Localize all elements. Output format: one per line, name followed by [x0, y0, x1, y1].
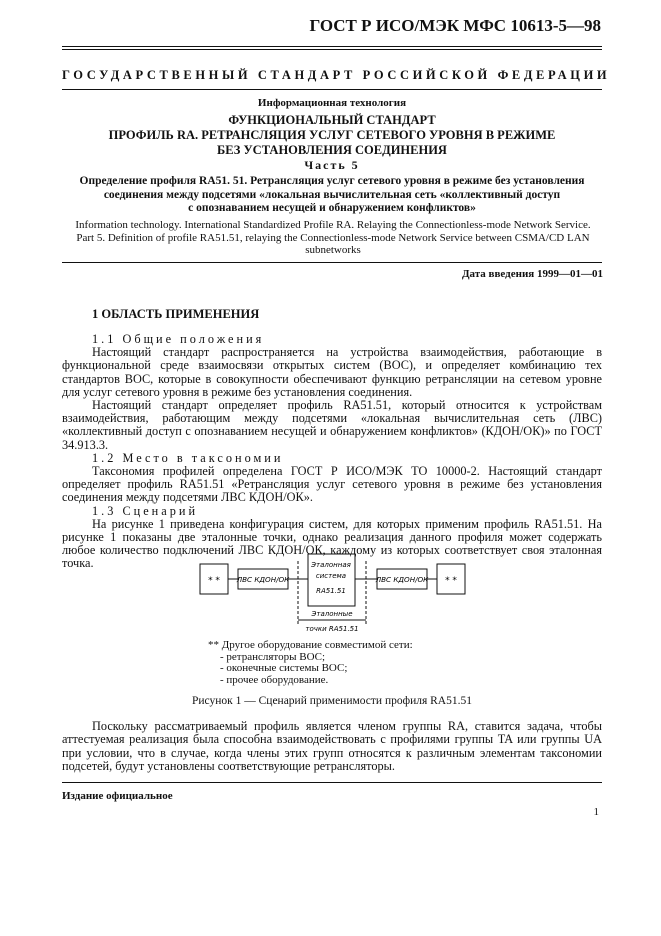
title-line-2: ПРОФИЛЬ RA. РЕТРАНСЛЯЦИЯ УСЛУГ СЕТЕВОГО УРОВНЯ В РЕЖИМЕ — [108, 128, 556, 142]
state-standard-banner: ГОСУДАРСТВЕННЫЙ СТАНДАРТ РОССИЙСКОЙ ФЕДЕРАЦИИ — [62, 68, 611, 82]
banner-rule — [62, 89, 602, 90]
definition-line-2: соединения между подсетями «локальная вычислительная сеть «коллективный доступ — [103, 188, 561, 201]
definition-line-1: Определение профиля RA51. 51. Ретрансляция услуг сетевого уровня в режиме без установления — [79, 175, 585, 187]
paragraph-3: Таксономия профилей определена ГОСТ Р ИСО/МЭК ТО 10000-2. Настоящий стандарт определяет профиль RA51.51 «Ретрансляция услуг сетевого уровня в режиме без установления соединения между подсетями ЛВС КДОН/ОК». — [62, 464, 602, 505]
title-line-1: ФУНКЦИОНАЛЬНЫЙ СТАНДАРТ — [228, 113, 436, 127]
document-id: ГОСТ Р ИСО/МЭК МФС 10613-5—98 — [309, 16, 601, 35]
part-label: Часть 5 — [304, 158, 360, 172]
title-line-3: БЕЗ УСТАНОВЛЕНИЯ СОЕДИНЕНИЯ — [217, 143, 447, 157]
paragraph-5: Поскольку рассматриваемый профиль является членом группы RA, ставится задача, чтобы аттестуемая реализация была способна взаимодействовать с профилями группы TA или группы UA при условии, что в случае, когда члены этих групп относятся к различным элементам таксономии подсетей, будут установлены соответствующие ретрансляторы. — [62, 719, 602, 774]
official-edition-label: Издание официальное — [62, 790, 173, 802]
english-title — [62, 219, 604, 257]
page-number: 1 — [593, 806, 599, 818]
lan-label-left: ЛВС КДОН/ОК — [236, 575, 290, 584]
reference-system-line-1: Эталонная — [311, 561, 351, 569]
section-body — [62, 333, 602, 571]
notes-heading: ** Другое оборудование совместимой сети: — [208, 639, 413, 651]
figure-notes — [208, 640, 413, 686]
paragraph-1: Настоящий стандарт распространяется на устройства взаимодействия, работающие в функциональной среде взаимосвязи открытых систем (ВОС), и определяет комбинацию тех стандартов ВОС, которые в совокупности обеспечивают функцию ретрансляции на сетевом уровне для услуг сетевого уровня в режиме без установления соединения. — [62, 345, 602, 399]
footer-rule — [62, 782, 602, 783]
definition-block — [62, 175, 602, 216]
top-rule — [62, 46, 602, 47]
paragraph-2: Настоящий стандарт определяет профиль RA51.51, который относится к устройствам взаимодействия, работающим между подсетями «локальная вычислительная сеть (ЛВС) «коллективный доступ с опознаванием несущей и обнаружением конфликтов» (КДОН/ОК)» по ГОСТ 34.913.3. — [62, 398, 602, 452]
english-title-line-3: subnetworks — [305, 244, 361, 256]
figure-caption: Рисунок 1 — Сценарий применимости профиля RA51.51 — [192, 695, 472, 707]
other-equipment-label-left: * * — [208, 576, 220, 586]
section-body-2 — [62, 720, 602, 774]
notes-item: - прочее оборудование. — [220, 673, 329, 686]
top-rule-2 — [62, 49, 602, 50]
section-heading: 1 ОБЛАСТЬ ПРИМЕНЕНИЯ — [92, 307, 260, 321]
reference-system-line-3: RA51.51 — [316, 587, 346, 595]
reference-points-line-1: Эталонные — [311, 610, 353, 618]
figure-1-diagram — [195, 551, 475, 636]
title-block — [62, 113, 602, 158]
subsection-1-3-title: 1.3 Сценарий — [92, 503, 199, 518]
date-rule — [62, 262, 602, 263]
subsection-1-2-title: 1.2 Место в таксономии — [92, 450, 284, 465]
other-equipment-label-right: * * — [445, 576, 457, 586]
english-title-line-1: Information technology. International Standardized Profile RA. Relaying the Connectionless-mode Network Service. — [75, 219, 591, 231]
title-line-0: Информационная технология — [257, 97, 407, 109]
english-title-line-2: Part 5. Definition of profile RA51.51, relaying the Connectionless-mode Network Service between CSMA/CD LAN — [76, 231, 590, 244]
introduction-date: Дата введения 1999—01—01 — [461, 268, 603, 280]
notes-item: - оконечные системы ВОС; — [220, 662, 348, 675]
reference-system-line-2: система — [315, 572, 347, 580]
notes-item: - ретрансляторы ВОС; — [220, 650, 326, 663]
reference-points-line-2: точки RA51.51 — [305, 625, 359, 633]
subsection-1-1-title: 1.1 Общие положения — [92, 332, 265, 346]
paragraph-4: На рисунке 1 приведена конфигурация систем, для которых применим профиль RA51.51. На рисунке 1 показаны две эталонные точки, однако реализация данного профиля может содержать любое количество подключений ЛВС КДОН/ОК, каждому из которых соответствует своя эталонная точка. — [62, 516, 602, 571]
definition-line-3: с опознаванием несущей и обнаружением конфликтов» — [188, 202, 476, 214]
lan-label-right: ЛВС КДОН/ОК — [375, 575, 429, 584]
